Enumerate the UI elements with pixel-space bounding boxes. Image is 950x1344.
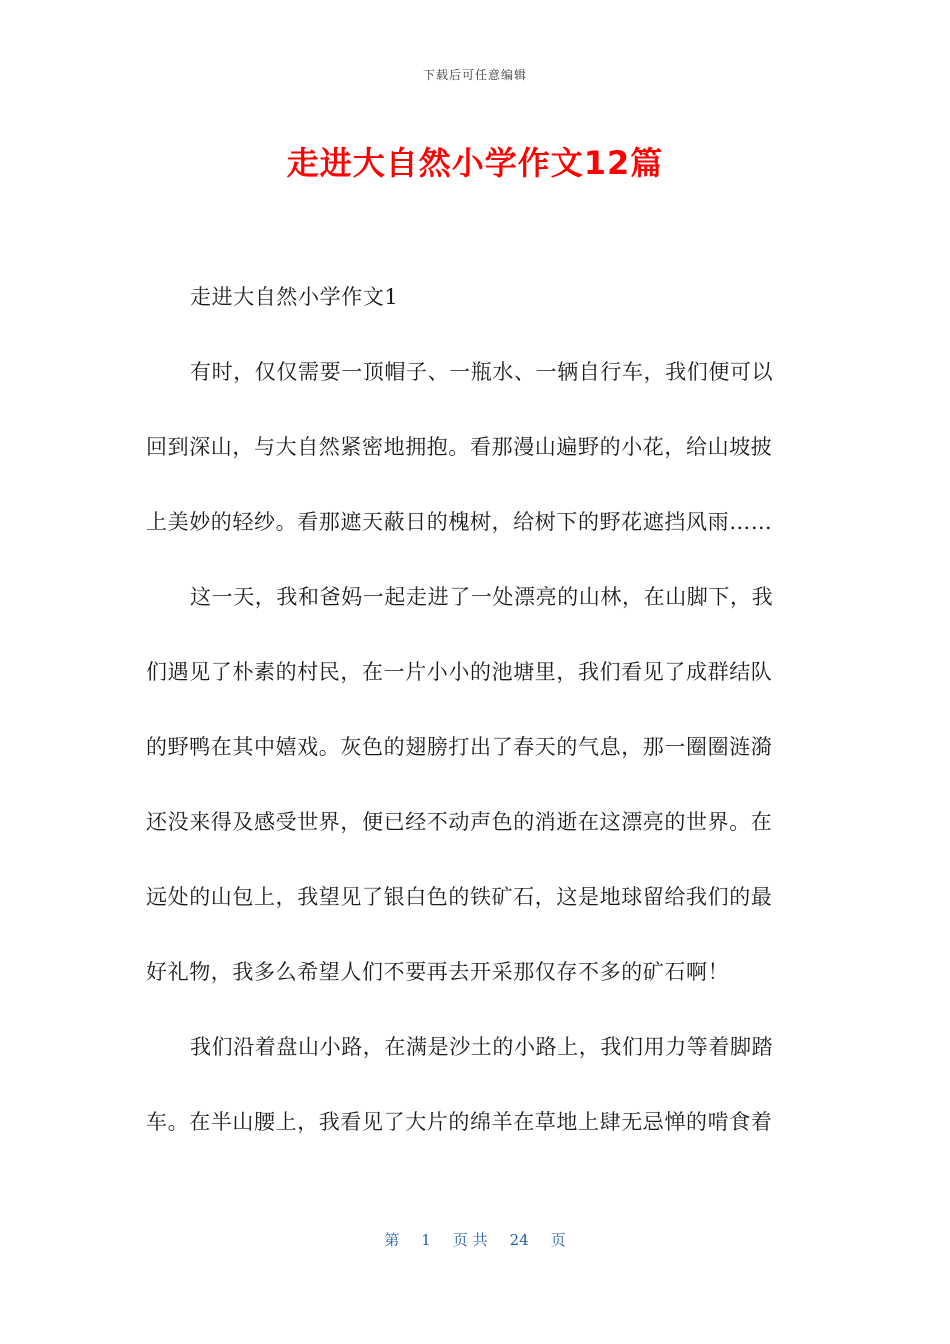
body-line: 这一天，我和爸妈一起走进了一处漂亮的山林，在山脚下，我 bbox=[190, 585, 774, 609]
body-line: 车。在半山腰上，我看见了大片的绵羊在草地上肆无忌惮的啃食着 bbox=[146, 1110, 773, 1134]
body-line: 们遇见了朴素的村民，在一片小小的池塘里，我们看见了成群结队 bbox=[146, 660, 773, 684]
body-line: 上美妙的轻纱。看那遮天蔽日的槐树，给树下的野花遮挡风雨…… bbox=[146, 510, 773, 534]
footer-total-pages: 24 bbox=[509, 1231, 529, 1249]
body-line: 的野鸭在其中嬉戏。灰色的翅膀打出了春天的气息，那一圈圈涟漪 bbox=[146, 735, 773, 759]
body-line: 还没来得及感受世界，便已经不动声色的消逝在这漂亮的世界。在 bbox=[146, 810, 773, 834]
document-body bbox=[146, 278, 796, 1178]
footer-prefix: 第 bbox=[384, 1231, 400, 1249]
footer-middle: 页 共 bbox=[452, 1231, 488, 1249]
document-title: 走进大自然小学作文12篇 bbox=[286, 144, 664, 182]
header-note: 下载后可任意编辑 bbox=[422, 68, 527, 82]
body-line: 我们沿着盘山小路，在满是沙土的小路上，我们用力等着脚踏 bbox=[190, 1035, 774, 1059]
section-heading: 走进大自然小学作文1 bbox=[190, 285, 399, 309]
body-line: 有时，仅仅需要一顶帽子、一瓶水、一辆自行车，我们便可以 bbox=[190, 360, 774, 384]
footer-suffix: 页 bbox=[550, 1231, 566, 1249]
footer-page-number: 1 bbox=[421, 1231, 431, 1249]
page-footer bbox=[0, 1229, 950, 1250]
body-line: 回到深山，与大自然紧密地拥抱。看那漫山遍野的小花，给山坡披 bbox=[146, 435, 773, 459]
body-line: 远处的山包上，我望见了银白色的铁矿石，这是地球留给我们的最 bbox=[146, 885, 773, 909]
body-line: 好礼物，我多么希望人们不要再去开采那仅存不多的矿石啊！ bbox=[146, 960, 730, 984]
